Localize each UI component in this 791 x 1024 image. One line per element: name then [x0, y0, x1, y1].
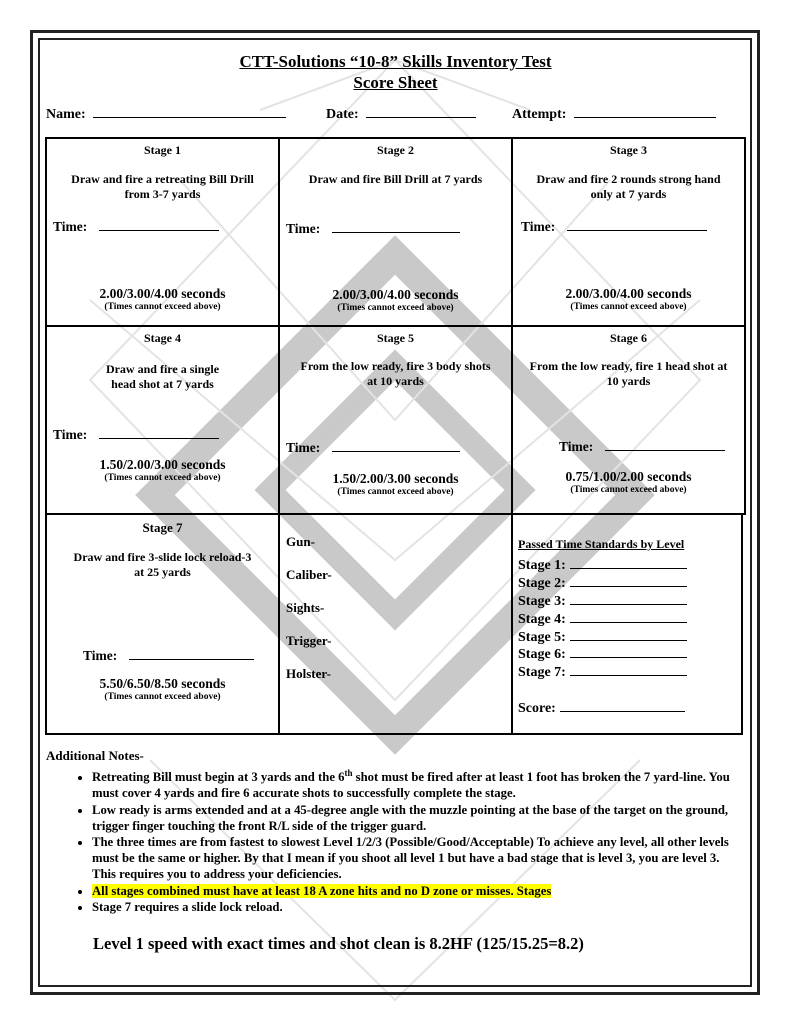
- notes-list: [46, 765, 746, 915]
- time-blank[interactable]: [332, 438, 460, 452]
- times-note: (Times cannot exceed above): [337, 303, 454, 313]
- stage-desc-line: From the low ready, fire 1 head shot at: [529, 359, 728, 373]
- stage-4-cell: [45, 325, 280, 515]
- note-item: • The three times are from fastest to slowest Level 1/2/3 (Possible/Good/Acceptable) To achieve any level, all other levels must be the same or higher. By that I mean if you shoot all level 1 but have a bad stage that is level 3, you are level 3. This requires you to address your deficiencies.: [92, 834, 746, 883]
- stage-times: 5.50/6.50/8.50 seconds: [99, 676, 226, 691]
- stage-title: Stage 3: [610, 143, 647, 157]
- stage-title: Stage 5: [377, 331, 414, 345]
- score-field[interactable]: [518, 698, 685, 717]
- time-field[interactable]: [559, 437, 725, 455]
- stage-times: 2.00/3.00/4.00 seconds: [99, 286, 226, 301]
- attempt-blank[interactable]: [574, 104, 716, 118]
- note-item: [92, 883, 746, 899]
- note-superscript: th: [344, 768, 353, 778]
- stage-7-cell: [45, 513, 280, 735]
- note-item: • Low ready is arms extended and at a 45-degree angle with the muzzle pointing at the base of the target on the ground, trigger finger touching the front R/L side of the trigger guard.: [92, 802, 746, 834]
- date-label: Date:: [326, 107, 359, 122]
- stage-title: Stage 7: [142, 520, 183, 535]
- times-note: (Times cannot exceed above): [570, 302, 687, 312]
- stage-desc-line: at 10 yards: [367, 374, 424, 388]
- sights-field[interactable]: Sights-: [286, 600, 325, 615]
- stage-5-cell: [278, 325, 513, 515]
- passed-row[interactable]: [518, 573, 687, 592]
- stage-desc-line: head shot at 7 yards: [111, 377, 214, 391]
- passed-row-label: Stage 1:: [518, 558, 566, 573]
- holster-field[interactable]: Holster-: [286, 666, 331, 681]
- passed-blank[interactable]: [570, 573, 687, 587]
- stage-times: 1.50/2.00/3.00 seconds: [99, 457, 226, 472]
- passed-row[interactable]: [518, 591, 687, 610]
- stage-description: [286, 172, 505, 187]
- date-blank[interactable]: [366, 104, 476, 118]
- passed-row[interactable]: [518, 555, 687, 574]
- highlighted-note: All stages combined must have at least 18 A zone hits and no D zone or misses. Stages: [92, 883, 552, 898]
- passed-blank[interactable]: [570, 555, 687, 569]
- time-label: Time:: [559, 439, 594, 454]
- time-label: Time:: [83, 648, 118, 663]
- stage-3-cell: [511, 137, 746, 327]
- stage-description: [53, 550, 272, 580]
- stage-title: Stage 4: [144, 331, 181, 345]
- stage-description: [519, 359, 738, 389]
- gun-field[interactable]: Gun-: [286, 534, 315, 549]
- passed-row-label: Stage 2:: [518, 576, 566, 591]
- time-field[interactable]: [53, 217, 219, 235]
- stage-desc-line: Draw and fire 2 rounds strong hand: [536, 172, 721, 186]
- name-blank[interactable]: [93, 104, 286, 118]
- passed-standards-cell: [511, 513, 743, 735]
- stage-desc-line: Draw and fire a retreating Bill Drill: [71, 172, 254, 186]
- stage-description: [53, 172, 272, 202]
- score-label: Score:: [518, 701, 556, 716]
- time-label: Time:: [53, 219, 88, 234]
- passed-row[interactable]: [518, 644, 687, 663]
- times-note: (Times cannot exceed above): [104, 302, 221, 312]
- stage-times: 0.75/1.00/2.00 seconds: [565, 469, 692, 484]
- note-item: • Stage 7 requires a slide lock reload.: [92, 899, 746, 915]
- stage-times: 2.00/3.00/4.00 seconds: [565, 286, 692, 301]
- document-title: CTT-Solutions “10-8” Skills Inventory Test: [239, 52, 552, 71]
- stage-times: 2.00/3.00/4.00 seconds: [332, 287, 459, 302]
- passed-row[interactable]: [518, 662, 687, 681]
- stage-desc-line: Draw and fire a single: [105, 362, 220, 376]
- stage-6-cell: [511, 325, 746, 515]
- passed-row-label: Stage 5:: [518, 630, 566, 645]
- time-label: Time:: [53, 427, 88, 442]
- passed-blank[interactable]: [570, 591, 687, 605]
- document-subtitle: Score Sheet: [353, 73, 438, 92]
- stage-desc-line: Draw and fire 3-slide lock reload-3: [73, 550, 252, 564]
- time-blank[interactable]: [332, 219, 460, 233]
- stage-title: Stage 6: [610, 331, 647, 345]
- time-blank[interactable]: [129, 646, 254, 660]
- stage-desc-line: only at 7 yards: [590, 187, 667, 201]
- stage-description: [53, 362, 272, 392]
- stage-desc-line: from 3-7 yards: [124, 187, 201, 201]
- time-field[interactable]: [83, 646, 254, 664]
- stage-times: 1.50/2.00/3.00 seconds: [332, 471, 459, 486]
- time-field[interactable]: [286, 219, 460, 237]
- gear-cell: [278, 513, 513, 735]
- level-speed-footer: Level 1 speed with exact times and shot clean is 8.2HF (125/15.25=8.2): [93, 934, 584, 953]
- passed-blank[interactable]: [570, 662, 687, 676]
- passed-row-label: Stage 3:: [518, 594, 566, 609]
- time-blank[interactable]: [99, 425, 219, 439]
- time-blank[interactable]: [605, 437, 725, 451]
- passed-blank[interactable]: [570, 627, 687, 641]
- stage-title: Stage 1: [144, 143, 181, 157]
- note-item: [92, 765, 746, 802]
- passed-row-label: Stage 4:: [518, 612, 566, 627]
- name-field[interactable]: [46, 104, 286, 123]
- passed-row[interactable]: [518, 609, 687, 628]
- times-note: (Times cannot exceed above): [104, 692, 221, 702]
- stage-desc-line: Draw and fire Bill Drill at 7 yards: [308, 172, 483, 186]
- times-note: (Times cannot exceed above): [570, 485, 687, 495]
- name-label: Name:: [46, 107, 86, 122]
- time-label: Time:: [286, 440, 321, 455]
- date-field[interactable]: [326, 104, 476, 123]
- additional-notes-title: Additional Notes-: [46, 748, 144, 763]
- stage-desc-line: From the low ready, fire 3 body shots: [300, 359, 491, 373]
- passed-standards-title: Passed Time Standards by Level: [518, 537, 685, 551]
- stage-desc-line: at 25 yards: [134, 565, 191, 579]
- passed-blank[interactable]: [570, 609, 687, 623]
- passed-row-label: Stage 7:: [518, 665, 566, 680]
- caliber-field[interactable]: Caliber-: [286, 567, 332, 582]
- attempt-label: Attempt:: [512, 107, 567, 122]
- note-text: Retreating Bill must begin at 3 yards and the 6: [92, 770, 345, 785]
- time-label: Time:: [521, 219, 556, 234]
- time-field[interactable]: [286, 438, 460, 456]
- score-blank[interactable]: [560, 698, 685, 712]
- trigger-field[interactable]: Trigger-: [286, 633, 332, 648]
- times-note: (Times cannot exceed above): [104, 473, 221, 483]
- time-label: Time:: [286, 221, 321, 236]
- time-blank[interactable]: [99, 217, 219, 231]
- stage-description: [519, 172, 738, 202]
- note-text: shot must be fired after at least 1 foot has broken the 7 yard-line. You must cover 4 yards and fire 6 accurate shots to successfully complete the stage.: [92, 770, 730, 801]
- stage-description: [286, 359, 505, 389]
- attempt-field[interactable]: [512, 104, 716, 123]
- stage-1-cell: [45, 137, 280, 327]
- times-note: (Times cannot exceed above): [337, 487, 454, 497]
- time-field[interactable]: [521, 217, 707, 235]
- stage-desc-line: 10 yards: [606, 374, 651, 388]
- stage-title: Stage 2: [377, 143, 414, 157]
- passed-row-label: Stage 6:: [518, 647, 566, 662]
- stage-2-cell: [278, 137, 513, 327]
- time-blank[interactable]: [567, 217, 707, 231]
- time-field[interactable]: [53, 425, 219, 443]
- passed-blank[interactable]: [570, 644, 687, 658]
